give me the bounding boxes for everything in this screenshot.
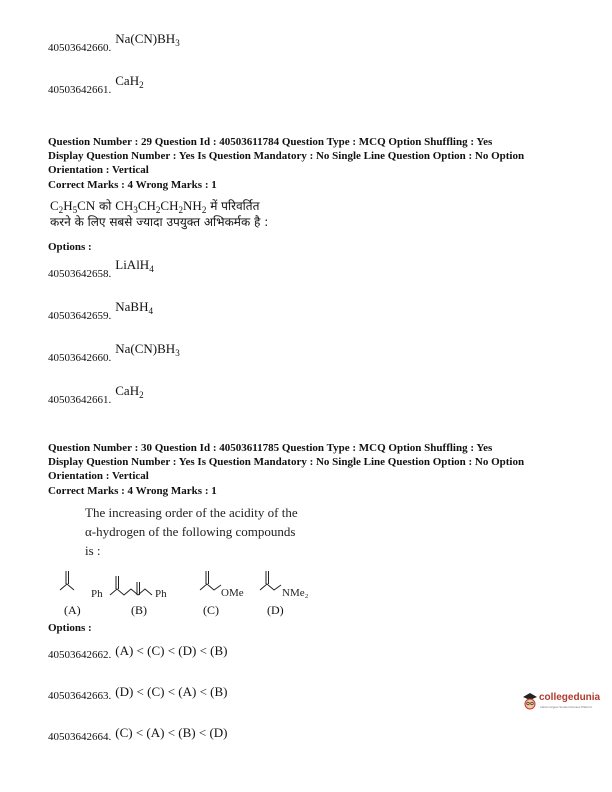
option-id: 40503642663. [48,690,112,702]
option-text: NaBH4 [115,299,154,316]
collegedunia-logo [521,689,601,719]
q30-question-text [85,503,345,560]
compound-label-a: (A) [64,603,81,617]
option-id: 40503642658. [48,268,112,280]
q30-question-line1: The increasing order of the acidity of the [85,505,298,520]
q30-option-2 [48,686,228,704]
compound-c-ome: OMe [221,587,244,599]
option-text: (D) < (C) < (A) < (B) [115,684,228,699]
q29-question-line1 [50,198,350,214]
option-id: 40503642660. [48,42,112,54]
option-id: 40503642659. [48,310,112,322]
logo-tagline: India's largest Student Review Platform [540,705,593,709]
compound-d-skeleton [260,584,281,590]
q29-marks: Correct Marks : 4 Wrong Marks : 1 [48,179,217,191]
option-text: (A) < (C) < (D) < (B) [115,643,228,658]
compound-a-skeleton [60,584,74,590]
q30-option-3 [48,727,228,745]
q29-meta [48,135,588,177]
hindi-word: को [99,199,112,213]
compound-label-d: (D) [267,603,284,617]
meta-line: Question Number : 29 Question Id : 40503611784 Question Type : MCQ Option Shuffling : Yes [48,136,493,148]
meta-line: Orientation : Vertical [48,470,149,482]
option-text: (C) < (A) < (B) < (D) [115,725,228,740]
q30-meta [48,441,588,483]
q30-options-label: Options : [48,622,92,634]
meta-line: Display Question Number : Yes Is Question Mandatory : No Single Line Question Option : No Option [48,456,525,468]
compound-b-ph-left: Ph [91,588,103,600]
q29-question-line2: करने के लिए सबसे ज्यादा उपयुक्त अभिकर्मक है : [50,215,269,229]
option-text: LiAlH4 [115,257,154,274]
option-text: CaH2 [115,73,144,90]
option-id: 40503642662. [48,649,112,661]
option-id: 40503642664. [48,731,112,743]
meta-line: Question Number : 30 Question Id : 40503611785 Question Type : MCQ Option Shuffling : Yes [48,442,493,454]
meta-line: Orientation : Vertical [48,164,149,176]
q29-option-4 [48,383,144,408]
option-text: CaH2 [115,383,144,400]
option-id: 40503642661. [48,394,112,406]
hindi-word: में परिवर्तित [210,199,260,213]
compound-b-ph-right: Ph [155,588,167,600]
formula-propylamine: $CH_3CH_2CH_2NH_2$ [115,198,207,215]
logo-text: collegedunia [539,692,601,703]
q30-question-line3: is : [85,543,101,558]
option-id: 40503642660. [48,352,112,364]
compound-b-skeleton [110,589,152,595]
compound-c-skeleton [200,584,221,590]
q29-option-2 [48,299,154,324]
q30-option-1 [48,645,228,663]
q29-option-3 [48,341,180,366]
q30-question-line2: α-hydrogen of the following compounds [85,524,296,539]
formula-c2h5cn: $C_2H_5CN$ [50,198,96,215]
q29-option-1 [48,257,154,282]
option-text: Na(CN)BH3 [115,31,180,48]
mascot-icon [521,691,539,711]
compound-d-nme2: NMe₂ [282,587,309,599]
q29-question-text [50,198,350,230]
top-option-1 [48,31,180,56]
meta-line: Display Question Number : Yes Is Question Mandatory : No Single Line Question Option : No Option [48,150,525,162]
q30-marks: Correct Marks : 4 Wrong Marks : 1 [48,485,217,497]
option-id: 40503642661. [48,84,112,96]
q29-options-label: Options : [48,241,92,253]
top-option-2 [48,73,144,98]
compound-label-b: (B) [131,603,147,617]
option-text: Na(CN)BH3 [115,341,180,358]
compound-label-c: (C) [203,603,219,617]
